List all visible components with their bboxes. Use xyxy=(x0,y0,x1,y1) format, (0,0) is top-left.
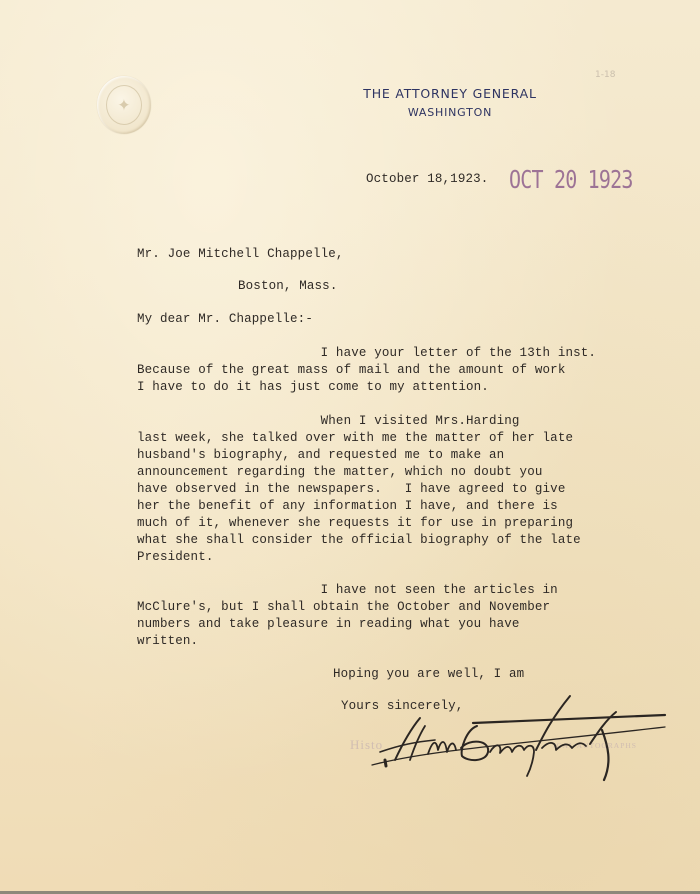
letterhead xyxy=(350,86,550,121)
body-line: Because of the great mass of mail and the amount of work xyxy=(137,363,566,377)
recipient-city: Boston, Mass. xyxy=(238,279,338,293)
eagle-icon: ✦ xyxy=(117,95,131,115)
body-line: McClure's, but I shall obtain the October and November xyxy=(137,600,551,614)
received-date-stamp: OCT 20 1923 xyxy=(509,165,633,194)
body-line: have observed in the newspapers. I have agreed to give xyxy=(137,482,566,496)
letterhead-title: THE ATTORNEY GENERAL xyxy=(363,86,537,101)
recipient-name: Mr. Joe Mitchell Chappelle, xyxy=(137,247,344,261)
body-line: announcement regarding the matter, which no doubt you xyxy=(137,465,543,479)
body-line: last week, she talked over with me the matter of her late xyxy=(137,431,574,445)
body-line: what she shall consider the official biography of the late xyxy=(137,533,581,547)
closing-signoff: Yours sincerely, xyxy=(341,699,464,713)
body-line: I have your letter of the 13th inst. xyxy=(137,346,597,360)
closing-line: Hoping you are well, I am xyxy=(333,667,525,681)
watermark-right: ICAL AUTOGRAPHS xyxy=(553,741,637,750)
letterhead-city: WASHINGTON xyxy=(407,106,493,119)
pencil-annotation: 1-18 xyxy=(595,70,616,80)
handwritten-signature-icon xyxy=(340,690,680,790)
body-line: I have to do it has just come to my attention. xyxy=(137,380,489,394)
body-line: President. xyxy=(137,550,214,564)
letter-date: October 18,1923. xyxy=(366,172,489,186)
body-line: I have not seen the articles in xyxy=(137,583,558,597)
body-line: husband's biography, and requested me to make an xyxy=(137,448,505,462)
body-line: numbers and take pleasure in reading what you have xyxy=(137,617,520,631)
body-line: her the benefit of any information I have, and there is xyxy=(137,499,558,513)
watermark-left: Histo xyxy=(350,737,384,752)
salutation: My dear Mr. Chappelle:- xyxy=(137,312,313,326)
embossed-seal-icon xyxy=(97,76,151,134)
body-line: When I visited Mrs.Harding xyxy=(137,414,520,428)
body-line: written. xyxy=(137,634,199,648)
body-line: much of it, whenever she requests it for use in preparing xyxy=(137,516,574,530)
